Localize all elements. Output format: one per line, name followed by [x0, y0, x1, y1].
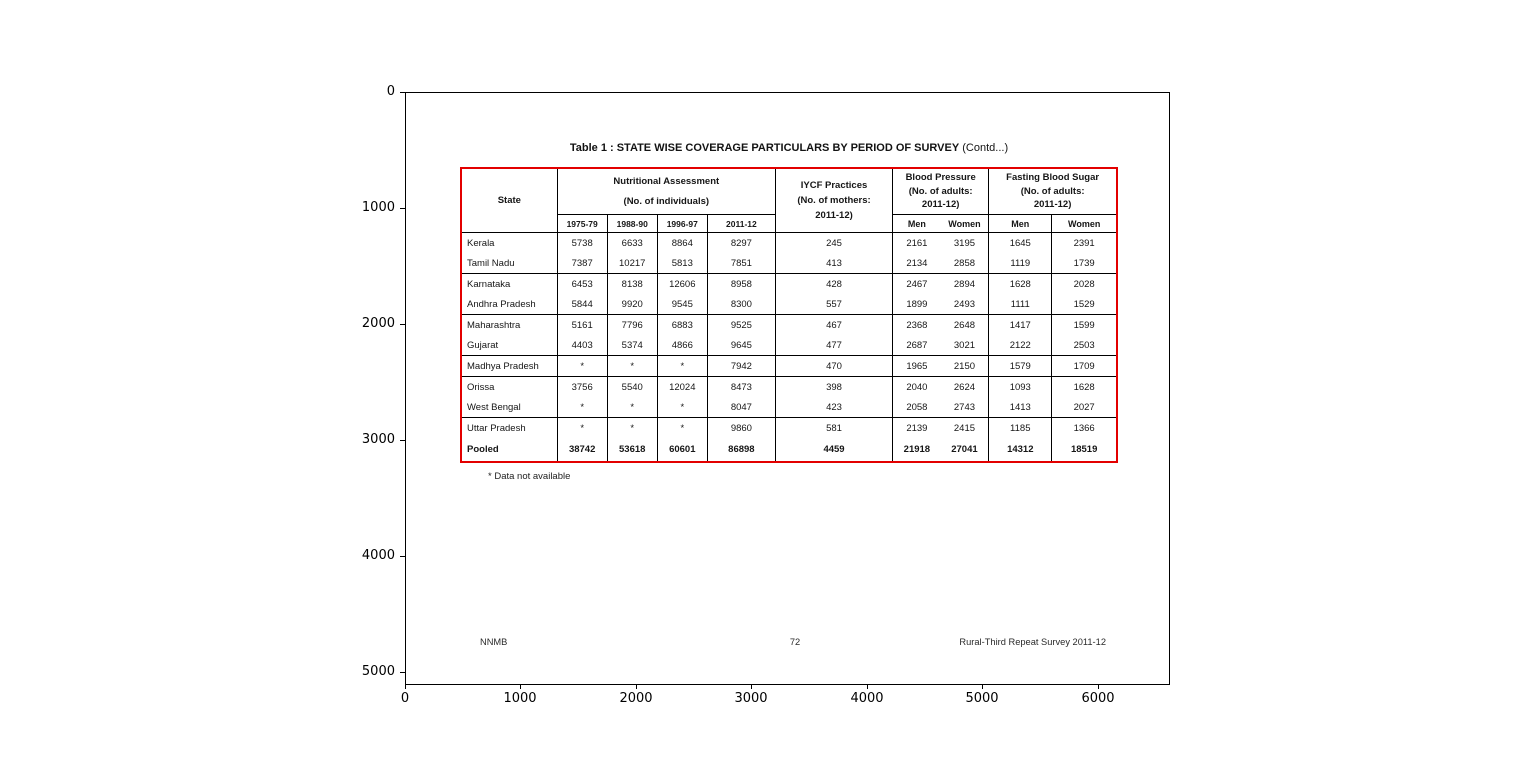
value-cell: 2058	[893, 397, 941, 418]
value-cell: *	[657, 418, 707, 439]
value-cell: 2687	[893, 335, 941, 356]
value-cell: 38742	[557, 438, 607, 461]
value-cell: *	[557, 397, 607, 418]
value-cell: 1417	[989, 315, 1052, 336]
value-cell: 1628	[1052, 377, 1116, 398]
value-cell: 8047	[707, 397, 775, 418]
table-row	[462, 274, 1116, 295]
value-cell: 27041	[951, 444, 978, 455]
y-tick-label: 4000	[361, 548, 395, 563]
value-cell: 1599	[1052, 315, 1116, 336]
value-cell: 3756	[557, 377, 607, 398]
value-cell: 14312	[989, 438, 1052, 461]
value-cell: 12024	[657, 377, 707, 398]
value-cell: 2624	[953, 381, 976, 393]
value-cell: 8473	[707, 377, 775, 398]
value-cell: 4866	[657, 335, 707, 356]
value-cell: 60601	[657, 438, 707, 461]
value-cell: 2368	[893, 315, 941, 336]
value-cell: 5540	[607, 377, 657, 398]
y-tick-label: 1000	[361, 200, 395, 215]
state-cell: Kerala	[467, 237, 495, 249]
col-group-fasting-blood-sugar: Fasting Blood Sugar (No. of adults: 2011-12)	[989, 169, 1116, 215]
table-row	[462, 253, 1116, 274]
value-cell: 423	[775, 397, 892, 418]
value-cell: 4403	[557, 335, 607, 356]
value-cell: 2503	[1052, 335, 1116, 356]
value-cell: *	[607, 397, 657, 418]
y-tick-label: 5000	[361, 664, 395, 679]
value-cell: 8958	[707, 274, 775, 295]
value-cell: 2894	[953, 278, 976, 290]
value-cell: 1628	[989, 274, 1052, 295]
value-cell: 1529	[1052, 294, 1116, 315]
footnote: * Data not available	[488, 471, 571, 482]
value-cell: 6453	[557, 274, 607, 295]
footer-org: NNMB	[480, 637, 508, 647]
value-cell: 2648	[953, 319, 976, 331]
value-cell: 2139	[893, 418, 941, 439]
table-row	[462, 356, 1116, 377]
value-cell: 1093	[989, 377, 1052, 398]
x-tick-label: 6000	[1081, 691, 1115, 706]
x-tick-label: 1000	[503, 691, 537, 706]
value-cell: 245	[775, 233, 892, 254]
value-cell: 5844	[557, 294, 607, 315]
value-cell: 2040	[893, 377, 941, 398]
page-footer	[460, 637, 1118, 651]
value-cell: 2027	[1052, 397, 1116, 418]
state-cell: Tamil Nadu	[462, 253, 557, 274]
value-cell: 8297	[707, 233, 775, 254]
table-row	[462, 377, 1116, 398]
value-cell: *	[557, 356, 607, 377]
value-cell: 21918	[893, 438, 941, 461]
coverage-table-grid	[462, 169, 1116, 461]
x-tick-label: 5000	[965, 691, 999, 706]
value-cell: 1185	[989, 418, 1052, 439]
value-cell: 2161	[893, 233, 941, 254]
col-header-year: 2011-12	[707, 215, 775, 233]
value-cell: 2743	[941, 397, 989, 418]
value-cell: 9920	[607, 294, 657, 315]
coverage-table	[460, 167, 1118, 463]
col-header-fbs-women: Women	[1052, 215, 1116, 233]
state-cell: Madhya Pradesh	[462, 356, 557, 377]
value-cell: 2122	[989, 335, 1052, 356]
value-cell: 9525	[707, 315, 775, 336]
value-cell: *	[607, 418, 657, 439]
value-cell: 2134	[893, 253, 941, 274]
value-cell: 1645	[989, 233, 1052, 254]
value-cell: 18519	[1052, 438, 1116, 461]
value-cell: 1579	[989, 356, 1052, 377]
col-header-bp-women: Women	[941, 215, 989, 233]
value-cell: 2493	[941, 294, 989, 315]
value-cell: 3195	[953, 237, 976, 249]
value-cell: 2028	[1052, 274, 1116, 295]
state-cell: Maharashtra	[467, 319, 521, 331]
value-cell: 8138	[607, 274, 657, 295]
value-cell: 413	[775, 253, 892, 274]
value-cell: 1119	[989, 253, 1052, 274]
value-cell: 5738	[557, 233, 607, 254]
col-header-year: 1988-90	[607, 215, 657, 233]
table-row	[462, 335, 1116, 356]
value-cell: 1366	[1052, 418, 1116, 439]
value-cell: *	[657, 397, 707, 418]
state-cell: Uttar Pradesh	[467, 422, 526, 434]
value-cell: *	[607, 356, 657, 377]
value-cell: 7387	[557, 253, 607, 274]
col-header-fbs-men: Men	[989, 215, 1052, 233]
col-header-bp-men: Men	[893, 215, 941, 233]
table-title-main: Table 1 : STATE WISE COVERAGE PARTICULARS BY PERIOD OF SURVEY	[569, 142, 960, 154]
value-cell: 10217	[607, 253, 657, 274]
col-header-year: 1996-97	[657, 215, 707, 233]
value-cell: 9545	[657, 294, 707, 315]
value-cell: 3021	[941, 335, 989, 356]
value-cell: 53618	[607, 438, 657, 461]
value-cell: 1739	[1052, 253, 1116, 274]
page-number: 72	[789, 637, 801, 647]
x-tick-label: 0	[400, 691, 410, 706]
value-cell: 9645	[707, 335, 775, 356]
table-row	[462, 438, 1116, 461]
value-cell: 1709	[1052, 356, 1116, 377]
value-cell: 398	[775, 377, 892, 398]
value-cell: 6883	[657, 315, 707, 336]
value-cell: *	[557, 418, 607, 439]
value-cell: 5161	[557, 315, 607, 336]
col-header-iycf: IYCF Practices (No. of mothers: 2011-12)	[775, 169, 892, 233]
value-cell: 12606	[657, 274, 707, 295]
value-cell: 7942	[707, 356, 775, 377]
value-cell: 581	[775, 418, 892, 439]
col-group-nutritional-assessment: Nutritional Assessment (No. of individuals)	[557, 169, 775, 215]
value-cell: 1111	[989, 294, 1052, 315]
table-row	[462, 315, 1116, 336]
value-cell: 2467	[893, 274, 941, 295]
state-cell: Orissa	[467, 381, 495, 393]
y-tick-label: 2000	[361, 316, 395, 331]
table-row	[462, 294, 1116, 315]
col-header-year: 1975-79	[557, 215, 607, 233]
footer-survey: Rural-Third Repeat Survey 2011-12	[959, 637, 1106, 647]
state-cell: Gujarat	[462, 335, 557, 356]
table-row	[462, 233, 1116, 254]
value-cell: 7851	[707, 253, 775, 274]
value-cell: 9860	[707, 418, 775, 439]
value-cell: 428	[775, 274, 892, 295]
value-cell: 8300	[707, 294, 775, 315]
y-tick-label: 3000	[361, 432, 395, 447]
col-group-blood-pressure: Blood Pressure (No. of adults: 2011-12)	[893, 169, 989, 215]
table-row	[462, 397, 1116, 418]
table-title-suffix: (Contd...)	[962, 142, 1009, 154]
value-cell: 2150	[941, 356, 989, 377]
value-cell: 2415	[953, 422, 976, 434]
state-cell: Karnataka	[467, 278, 511, 290]
state-cell: Pooled	[467, 444, 499, 455]
value-cell: 1899	[893, 294, 941, 315]
value-cell: 86898	[707, 438, 775, 461]
state-cell: West Bengal	[462, 397, 557, 418]
table-title	[460, 142, 1118, 154]
x-tick-label: 2000	[619, 691, 653, 706]
value-cell: 467	[775, 315, 892, 336]
value-cell: *	[657, 356, 707, 377]
x-tick-label: 4000	[850, 691, 884, 706]
value-cell: 1413	[989, 397, 1052, 418]
value-cell: 477	[775, 335, 892, 356]
value-cell: 2391	[1052, 233, 1116, 254]
col-header-state: State	[462, 169, 557, 233]
table-row	[462, 418, 1116, 439]
value-cell: 2858	[941, 253, 989, 274]
value-cell: 470	[775, 356, 892, 377]
value-cell: 6633	[607, 233, 657, 254]
y-tick-label: 0	[386, 84, 395, 99]
value-cell: 5374	[607, 335, 657, 356]
value-cell: 7796	[607, 315, 657, 336]
value-cell: 557	[775, 294, 892, 315]
value-cell: 4459	[775, 438, 892, 461]
state-cell: Andhra Pradesh	[462, 294, 557, 315]
x-tick-label: 3000	[734, 691, 768, 706]
value-cell: 5813	[657, 253, 707, 274]
plot-area	[405, 92, 1170, 685]
value-cell: 1965	[893, 356, 941, 377]
value-cell: 8864	[657, 233, 707, 254]
